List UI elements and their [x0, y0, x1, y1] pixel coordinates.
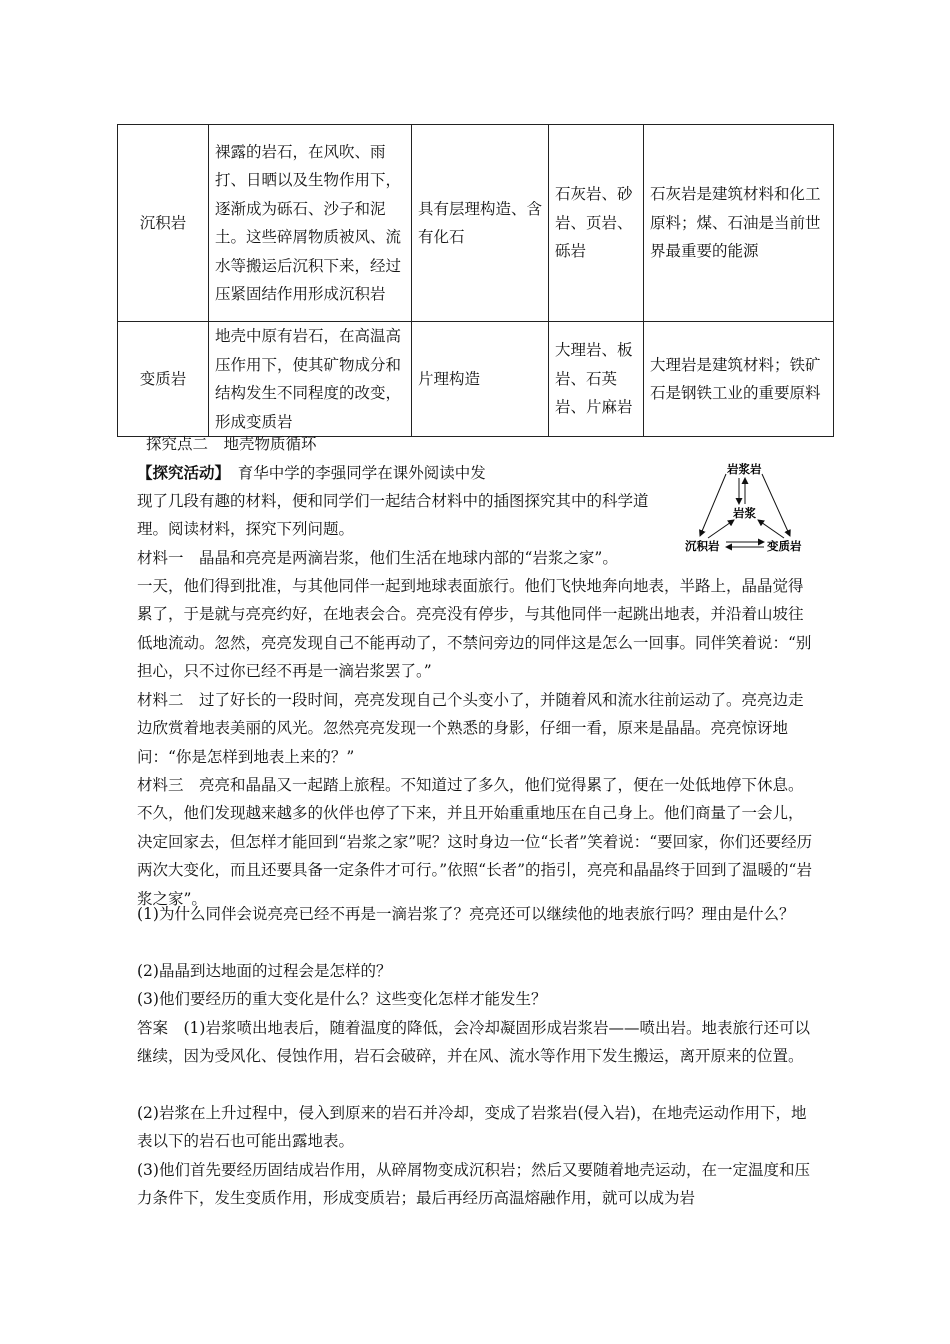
rock-table [117, 124, 834, 437]
rock-examples: 大理岩、板岩、石英岩、片麻岩 [549, 322, 644, 437]
table-row [118, 322, 834, 437]
question-1: (1)为什么同伴会说亮亮已经不再是一滴岩浆了？亮亮还可以继续他的地表旅行吗？理由是什么？ [137, 905, 795, 923]
activity-intro-first: 育华中学的李强同学在课外阅读中发 [237, 464, 486, 482]
table-row [118, 125, 834, 322]
activity-tag: 【探究活动】 [137, 463, 223, 482]
rock-cycle-diagram [680, 458, 820, 558]
material-two: 材料二 过了好长的一段时间，亮亮发现自己个头变小了，并随着风和流水往前运动了。亮亮边走边欣赏着地表美丽的风光。忽然亮亮发现一个熟悉的身影，仔细一看，原来是晶晶。亮亮惊讶地问：“你是怎样到地表上来的？” [137, 691, 804, 766]
arrow-sedimentary-to-magma [708, 520, 734, 538]
rock-examples: 石灰岩、砂岩、页岩、砾岩 [549, 125, 644, 322]
diagram-label-sedimentary: 沉积岩 [685, 539, 720, 553]
material-one-continued: 一天，他们得到批准，与其他同伴一起到地球表面旅行。他们飞快地奔向地表，半路上，晶晶觉得累了，于是就与亮亮约好，在地表会合。亮亮没有停步，与其他同伴一起跳出地表，并沿着山坡往低地流动。忽然，亮亮发现自己不能再动了，不禁问旁边的同伴这是怎么一回事。同伴笑着说：“别担心，只不过你已经不再是一滴岩浆罢了。” [137, 577, 812, 681]
rock-name: 变质岩 [118, 322, 209, 437]
arrow-metamorphic-to-magma [758, 520, 784, 538]
activity-intro [137, 459, 677, 487]
question-2: (2)晶晶到达地面的过程会是怎样的？ [137, 962, 392, 980]
diagram-label-magma: 岩浆 [733, 506, 756, 520]
arrow-igneous-to-sedimentary [700, 474, 726, 536]
rock-uses: 大理岩是建筑材料；铁矿石是钢铁工业的重要原料 [644, 322, 834, 437]
rock-formation: 地壳中原有岩石，在高温高压作用下，使其矿物成分和结构发生不同程度的改变，形成变质岩 [209, 322, 412, 437]
material-one-first-line: 材料一 晶晶和亮亮是两滴岩浆，他们生活在地球内部的“岩浆之家”。 [137, 549, 618, 567]
rock-uses: 石灰岩是建筑材料和化工原料；煤、石油是当前世界最重要的能源 [644, 125, 834, 322]
rock-formation: 裸露的岩石，在风吹、雨打、日晒以及生物作用下，逐渐成为砾石、沙子和泥土。这些碎屑物质被风、流水等搬运后沉积下来，经过压紧固结作用形成沉积岩 [209, 125, 412, 322]
answer-1: 答案 (1)岩浆喷出地表后，随着温度的降低，会冷却凝固形成岩浆岩——喷出岩。地表旅行还可以继续，因为受风化、侵蚀作用，岩石会破碎，并在风、流水等作用下发生搬运，离开原来的位置。 [137, 1019, 810, 1066]
rock-name: 沉积岩 [118, 125, 209, 322]
section-title: 探究点二 地壳物质循环 [146, 435, 317, 453]
answer-2: (2)岩浆在上升过程中，侵入到原来的岩石并冷却，变成了岩浆岩(侵入岩)，在地壳运动作用下，地表以下的岩石也可能出露地表。 [137, 1104, 807, 1151]
material-three: 材料三 亮亮和晶晶又一起踏上旅程。不知道过了多久，他们觉得累了，便在一处低地停下休息。不久，他们发现越来越多的伙伴也停了下来，并且开始重重地压在自己身上。他们商量了一会儿，决定回家去，但怎样才能回到“岩浆之家”呢？这时身边一位“长者”笑着说：“要回家，你们还要经历两次大变化，而且还要具备一定条件才可行。”依照“长者”的指引，亮亮和晶晶终于回到了温暖的“岩浆之家”。 [137, 776, 813, 908]
diagram-label-metamorphic: 变质岩 [767, 539, 802, 553]
rock-structure: 片理构造 [412, 322, 549, 437]
arrow-igneous-to-metamorphic [762, 474, 790, 536]
question-3: (3)他们要经历的重大变化是什么？这些变化怎样才能发生？ [137, 990, 547, 1008]
answer-3: (3)他们首先要经历固结成岩作用，从碎屑物变成沉积岩；然后又要随着地壳运动，在一定温度和压力条件下，发生变质作用，形成变质岩；最后再经历高温熔融作用，就可以成为岩 [137, 1161, 810, 1208]
material-one [137, 544, 677, 572]
material-one-rest [137, 572, 817, 686]
diagram-label-igneous: 岩浆岩 [727, 462, 762, 476]
activity-intro-rest: 现了几段有趣的材料，便和同学们一起结合材料中的插图探究其中的科学道理。阅读材料，探究下列问题。 [137, 492, 649, 539]
rock-structure: 具有层理构造、含有化石 [412, 125, 549, 322]
